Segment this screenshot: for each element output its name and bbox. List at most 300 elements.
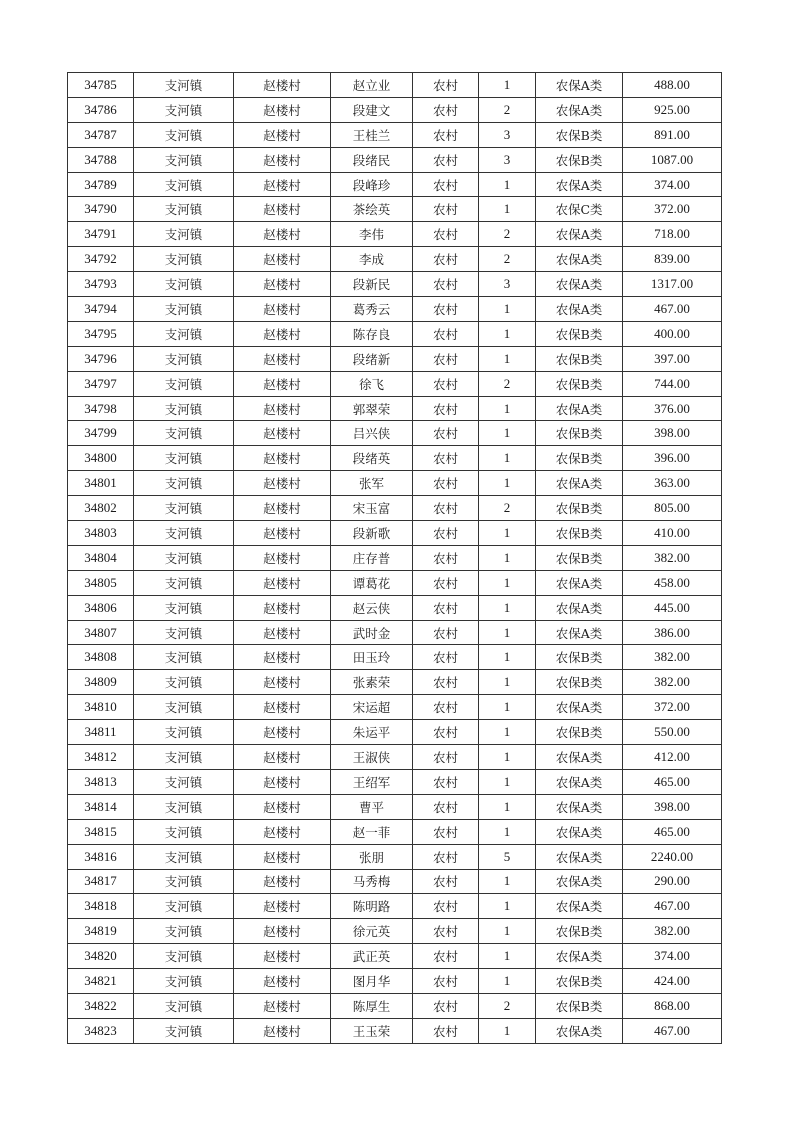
town-cell: 支河镇 bbox=[134, 172, 234, 197]
household-count-cell: 1 bbox=[479, 321, 536, 346]
name-cell: 王桂兰 bbox=[331, 122, 413, 147]
amount-cell: 2240.00 bbox=[623, 844, 722, 869]
insurance-category-cell: 农保A类 bbox=[536, 172, 623, 197]
row-id-cell: 34796 bbox=[68, 346, 134, 371]
household-count-cell: 1 bbox=[479, 944, 536, 969]
town-cell: 支河镇 bbox=[134, 421, 234, 446]
town-cell: 支河镇 bbox=[134, 670, 234, 695]
household-count-cell: 1 bbox=[479, 545, 536, 570]
row-id-cell: 34815 bbox=[68, 819, 134, 844]
row-id-cell: 34787 bbox=[68, 122, 134, 147]
table-row bbox=[68, 297, 722, 322]
area-type-cell: 农村 bbox=[413, 222, 479, 247]
insurance-category-cell: 农保B类 bbox=[536, 670, 623, 695]
area-type-cell: 农村 bbox=[413, 297, 479, 322]
town-cell: 支河镇 bbox=[134, 919, 234, 944]
insurance-category-cell: 农保B类 bbox=[536, 969, 623, 994]
household-count-cell: 1 bbox=[479, 595, 536, 620]
insurance-category-cell: 农保A类 bbox=[536, 1018, 623, 1043]
village-cell: 赵楼村 bbox=[234, 421, 331, 446]
area-type-cell: 农村 bbox=[413, 321, 479, 346]
area-type-cell: 农村 bbox=[413, 197, 479, 222]
area-type-cell: 农村 bbox=[413, 720, 479, 745]
row-id-cell: 34809 bbox=[68, 670, 134, 695]
row-id-cell: 34806 bbox=[68, 595, 134, 620]
table-row bbox=[68, 172, 722, 197]
row-id-cell: 34818 bbox=[68, 894, 134, 919]
name-cell: 茶绘英 bbox=[331, 197, 413, 222]
household-count-cell: 2 bbox=[479, 97, 536, 122]
household-count-cell: 1 bbox=[479, 521, 536, 546]
table-row bbox=[68, 97, 722, 122]
town-cell: 支河镇 bbox=[134, 944, 234, 969]
village-cell: 赵楼村 bbox=[234, 944, 331, 969]
area-type-cell: 农村 bbox=[413, 247, 479, 272]
insurance-category-cell: 农保A类 bbox=[536, 272, 623, 297]
household-count-cell: 2 bbox=[479, 993, 536, 1018]
household-count-cell: 1 bbox=[479, 869, 536, 894]
insurance-category-cell: 农保B类 bbox=[536, 421, 623, 446]
insurance-category-cell: 农保A类 bbox=[536, 595, 623, 620]
village-cell: 赵楼村 bbox=[234, 794, 331, 819]
town-cell: 支河镇 bbox=[134, 247, 234, 272]
village-cell: 赵楼村 bbox=[234, 297, 331, 322]
insurance-category-cell: 农保B类 bbox=[536, 122, 623, 147]
household-count-cell: 1 bbox=[479, 695, 536, 720]
name-cell: 段绪新 bbox=[331, 346, 413, 371]
household-count-cell: 1 bbox=[479, 620, 536, 645]
area-type-cell: 农村 bbox=[413, 570, 479, 595]
household-count-cell: 3 bbox=[479, 147, 536, 172]
town-cell: 支河镇 bbox=[134, 570, 234, 595]
household-count-cell: 1 bbox=[479, 745, 536, 770]
area-type-cell: 农村 bbox=[413, 421, 479, 446]
row-id-cell: 34807 bbox=[68, 620, 134, 645]
row-id-cell: 34820 bbox=[68, 944, 134, 969]
amount-cell: 372.00 bbox=[623, 197, 722, 222]
area-type-cell: 农村 bbox=[413, 446, 479, 471]
name-cell: 葛秀云 bbox=[331, 297, 413, 322]
village-cell: 赵楼村 bbox=[234, 595, 331, 620]
insurance-category-cell: 农保B类 bbox=[536, 993, 623, 1018]
household-count-cell: 1 bbox=[479, 645, 536, 670]
amount-cell: 363.00 bbox=[623, 471, 722, 496]
table-row bbox=[68, 894, 722, 919]
village-cell: 赵楼村 bbox=[234, 769, 331, 794]
area-type-cell: 农村 bbox=[413, 521, 479, 546]
household-count-cell: 1 bbox=[479, 769, 536, 794]
village-cell: 赵楼村 bbox=[234, 919, 331, 944]
village-cell: 赵楼村 bbox=[234, 446, 331, 471]
name-cell: 张朋 bbox=[331, 844, 413, 869]
village-cell: 赵楼村 bbox=[234, 371, 331, 396]
village-cell: 赵楼村 bbox=[234, 496, 331, 521]
village-cell: 赵楼村 bbox=[234, 471, 331, 496]
area-type-cell: 农村 bbox=[413, 819, 479, 844]
town-cell: 支河镇 bbox=[134, 745, 234, 770]
table-row bbox=[68, 521, 722, 546]
name-cell: 陈厚生 bbox=[331, 993, 413, 1018]
insurance-category-cell: 农保A类 bbox=[536, 695, 623, 720]
amount-cell: 410.00 bbox=[623, 521, 722, 546]
table-row bbox=[68, 944, 722, 969]
town-cell: 支河镇 bbox=[134, 521, 234, 546]
table-row bbox=[68, 844, 722, 869]
row-id-cell: 34801 bbox=[68, 471, 134, 496]
household-count-cell: 1 bbox=[479, 172, 536, 197]
table-row bbox=[68, 396, 722, 421]
amount-cell: 397.00 bbox=[623, 346, 722, 371]
area-type-cell: 农村 bbox=[413, 595, 479, 620]
row-id-cell: 34817 bbox=[68, 869, 134, 894]
amount-cell: 382.00 bbox=[623, 545, 722, 570]
village-cell: 赵楼村 bbox=[234, 197, 331, 222]
amount-cell: 445.00 bbox=[623, 595, 722, 620]
name-cell: 赵立业 bbox=[331, 73, 413, 98]
town-cell: 支河镇 bbox=[134, 346, 234, 371]
row-id-cell: 34798 bbox=[68, 396, 134, 421]
amount-cell: 839.00 bbox=[623, 247, 722, 272]
village-cell: 赵楼村 bbox=[234, 819, 331, 844]
area-type-cell: 农村 bbox=[413, 869, 479, 894]
village-cell: 赵楼村 bbox=[234, 73, 331, 98]
name-cell: 赵一菲 bbox=[331, 819, 413, 844]
village-cell: 赵楼村 bbox=[234, 122, 331, 147]
name-cell: 宋玉富 bbox=[331, 496, 413, 521]
amount-cell: 396.00 bbox=[623, 446, 722, 471]
area-type-cell: 农村 bbox=[413, 844, 479, 869]
row-id-cell: 34813 bbox=[68, 769, 134, 794]
name-cell: 王玉荣 bbox=[331, 1018, 413, 1043]
name-cell: 马秀梅 bbox=[331, 869, 413, 894]
table-row bbox=[68, 421, 722, 446]
insurance-category-cell: 农保A类 bbox=[536, 844, 623, 869]
area-type-cell: 农村 bbox=[413, 1018, 479, 1043]
town-cell: 支河镇 bbox=[134, 73, 234, 98]
village-cell: 赵楼村 bbox=[234, 570, 331, 595]
town-cell: 支河镇 bbox=[134, 720, 234, 745]
name-cell: 武时金 bbox=[331, 620, 413, 645]
area-type-cell: 农村 bbox=[413, 645, 479, 670]
row-id-cell: 34814 bbox=[68, 794, 134, 819]
amount-cell: 374.00 bbox=[623, 944, 722, 969]
area-type-cell: 农村 bbox=[413, 769, 479, 794]
data-table bbox=[67, 72, 722, 1044]
insurance-category-cell: 农保B类 bbox=[536, 545, 623, 570]
village-cell: 赵楼村 bbox=[234, 894, 331, 919]
insurance-category-cell: 农保A类 bbox=[536, 794, 623, 819]
name-cell: 段新民 bbox=[331, 272, 413, 297]
insurance-category-cell: 农保B类 bbox=[536, 346, 623, 371]
table-body bbox=[68, 73, 722, 1044]
row-id-cell: 34786 bbox=[68, 97, 134, 122]
area-type-cell: 农村 bbox=[413, 471, 479, 496]
amount-cell: 424.00 bbox=[623, 969, 722, 994]
village-cell: 赵楼村 bbox=[234, 545, 331, 570]
name-cell: 庄存普 bbox=[331, 545, 413, 570]
amount-cell: 386.00 bbox=[623, 620, 722, 645]
household-count-cell: 2 bbox=[479, 247, 536, 272]
household-count-cell: 1 bbox=[479, 670, 536, 695]
row-id-cell: 34812 bbox=[68, 745, 134, 770]
village-cell: 赵楼村 bbox=[234, 272, 331, 297]
insurance-category-cell: 农保A类 bbox=[536, 894, 623, 919]
table-row bbox=[68, 819, 722, 844]
table-row bbox=[68, 993, 722, 1018]
table-row bbox=[68, 496, 722, 521]
amount-cell: 382.00 bbox=[623, 645, 722, 670]
town-cell: 支河镇 bbox=[134, 894, 234, 919]
area-type-cell: 农村 bbox=[413, 496, 479, 521]
household-count-cell: 1 bbox=[479, 446, 536, 471]
amount-cell: 382.00 bbox=[623, 919, 722, 944]
household-count-cell: 1 bbox=[479, 894, 536, 919]
town-cell: 支河镇 bbox=[134, 869, 234, 894]
row-id-cell: 34819 bbox=[68, 919, 134, 944]
village-cell: 赵楼村 bbox=[234, 720, 331, 745]
name-cell: 宋运超 bbox=[331, 695, 413, 720]
amount-cell: 374.00 bbox=[623, 172, 722, 197]
town-cell: 支河镇 bbox=[134, 794, 234, 819]
amount-cell: 465.00 bbox=[623, 819, 722, 844]
table-row bbox=[68, 620, 722, 645]
town-cell: 支河镇 bbox=[134, 595, 234, 620]
village-cell: 赵楼村 bbox=[234, 670, 331, 695]
insurance-category-cell: 农保A类 bbox=[536, 769, 623, 794]
insurance-category-cell: 农保B类 bbox=[536, 521, 623, 546]
household-count-cell: 1 bbox=[479, 720, 536, 745]
insurance-category-cell: 农保C类 bbox=[536, 197, 623, 222]
row-id-cell: 34816 bbox=[68, 844, 134, 869]
row-id-cell: 34800 bbox=[68, 446, 134, 471]
table-row bbox=[68, 919, 722, 944]
name-cell: 张素荣 bbox=[331, 670, 413, 695]
area-type-cell: 农村 bbox=[413, 969, 479, 994]
village-cell: 赵楼村 bbox=[234, 969, 331, 994]
town-cell: 支河镇 bbox=[134, 371, 234, 396]
area-type-cell: 农村 bbox=[413, 670, 479, 695]
insurance-category-cell: 农保A类 bbox=[536, 944, 623, 969]
amount-cell: 805.00 bbox=[623, 496, 722, 521]
village-cell: 赵楼村 bbox=[234, 321, 331, 346]
village-cell: 赵楼村 bbox=[234, 645, 331, 670]
household-count-cell: 1 bbox=[479, 969, 536, 994]
household-count-cell: 1 bbox=[479, 297, 536, 322]
household-count-cell: 2 bbox=[479, 371, 536, 396]
town-cell: 支河镇 bbox=[134, 769, 234, 794]
town-cell: 支河镇 bbox=[134, 645, 234, 670]
row-id-cell: 34822 bbox=[68, 993, 134, 1018]
town-cell: 支河镇 bbox=[134, 297, 234, 322]
insurance-category-cell: 农保A类 bbox=[536, 745, 623, 770]
insurance-category-cell: 农保B类 bbox=[536, 919, 623, 944]
village-cell: 赵楼村 bbox=[234, 346, 331, 371]
area-type-cell: 农村 bbox=[413, 172, 479, 197]
name-cell: 陈存良 bbox=[331, 321, 413, 346]
amount-cell: 465.00 bbox=[623, 769, 722, 794]
household-count-cell: 5 bbox=[479, 844, 536, 869]
insurance-category-cell: 农保A类 bbox=[536, 247, 623, 272]
town-cell: 支河镇 bbox=[134, 620, 234, 645]
name-cell: 段峰珍 bbox=[331, 172, 413, 197]
row-id-cell: 34788 bbox=[68, 147, 134, 172]
village-cell: 赵楼村 bbox=[234, 993, 331, 1018]
village-cell: 赵楼村 bbox=[234, 222, 331, 247]
area-type-cell: 农村 bbox=[413, 745, 479, 770]
area-type-cell: 农村 bbox=[413, 919, 479, 944]
area-type-cell: 农村 bbox=[413, 147, 479, 172]
table-row bbox=[68, 247, 722, 272]
household-count-cell: 1 bbox=[479, 396, 536, 421]
name-cell: 徐飞 bbox=[331, 371, 413, 396]
name-cell: 朱运平 bbox=[331, 720, 413, 745]
name-cell: 陈明路 bbox=[331, 894, 413, 919]
town-cell: 支河镇 bbox=[134, 471, 234, 496]
insurance-category-cell: 农保A类 bbox=[536, 97, 623, 122]
household-count-cell: 2 bbox=[479, 222, 536, 247]
town-cell: 支河镇 bbox=[134, 969, 234, 994]
village-cell: 赵楼村 bbox=[234, 247, 331, 272]
area-type-cell: 农村 bbox=[413, 794, 479, 819]
table-row bbox=[68, 272, 722, 297]
name-cell: 李伟 bbox=[331, 222, 413, 247]
household-count-cell: 1 bbox=[479, 346, 536, 371]
table-row bbox=[68, 147, 722, 172]
town-cell: 支河镇 bbox=[134, 272, 234, 297]
name-cell: 曹平 bbox=[331, 794, 413, 819]
insurance-category-cell: 农保A类 bbox=[536, 570, 623, 595]
household-count-cell: 1 bbox=[479, 819, 536, 844]
amount-cell: 467.00 bbox=[623, 1018, 722, 1043]
table-row bbox=[68, 471, 722, 496]
town-cell: 支河镇 bbox=[134, 147, 234, 172]
amount-cell: 718.00 bbox=[623, 222, 722, 247]
area-type-cell: 农村 bbox=[413, 371, 479, 396]
area-type-cell: 农村 bbox=[413, 695, 479, 720]
table-row bbox=[68, 321, 722, 346]
row-id-cell: 34795 bbox=[68, 321, 134, 346]
amount-cell: 376.00 bbox=[623, 396, 722, 421]
area-type-cell: 农村 bbox=[413, 73, 479, 98]
town-cell: 支河镇 bbox=[134, 97, 234, 122]
row-id-cell: 34808 bbox=[68, 645, 134, 670]
town-cell: 支河镇 bbox=[134, 1018, 234, 1043]
household-count-cell: 3 bbox=[479, 272, 536, 297]
row-id-cell: 34805 bbox=[68, 570, 134, 595]
table-row bbox=[68, 595, 722, 620]
insurance-category-cell: 农保A类 bbox=[536, 396, 623, 421]
insurance-category-cell: 农保A类 bbox=[536, 869, 623, 894]
village-cell: 赵楼村 bbox=[234, 844, 331, 869]
table-row bbox=[68, 869, 722, 894]
amount-cell: 398.00 bbox=[623, 421, 722, 446]
amount-cell: 290.00 bbox=[623, 869, 722, 894]
household-count-cell: 3 bbox=[479, 122, 536, 147]
name-cell: 段新歌 bbox=[331, 521, 413, 546]
town-cell: 支河镇 bbox=[134, 496, 234, 521]
row-id-cell: 34823 bbox=[68, 1018, 134, 1043]
row-id-cell: 34811 bbox=[68, 720, 134, 745]
household-count-cell: 1 bbox=[479, 919, 536, 944]
insurance-category-cell: 农保A类 bbox=[536, 620, 623, 645]
amount-cell: 400.00 bbox=[623, 321, 722, 346]
village-cell: 赵楼村 bbox=[234, 1018, 331, 1043]
row-id-cell: 34803 bbox=[68, 521, 134, 546]
area-type-cell: 农村 bbox=[413, 993, 479, 1018]
name-cell: 田玉玲 bbox=[331, 645, 413, 670]
amount-cell: 1087.00 bbox=[623, 147, 722, 172]
row-id-cell: 34797 bbox=[68, 371, 134, 396]
village-cell: 赵楼村 bbox=[234, 869, 331, 894]
insurance-category-cell: 农保B类 bbox=[536, 147, 623, 172]
name-cell: 武正英 bbox=[331, 944, 413, 969]
area-type-cell: 农村 bbox=[413, 346, 479, 371]
village-cell: 赵楼村 bbox=[234, 745, 331, 770]
table-row bbox=[68, 222, 722, 247]
household-count-cell: 1 bbox=[479, 471, 536, 496]
town-cell: 支河镇 bbox=[134, 197, 234, 222]
village-cell: 赵楼村 bbox=[234, 396, 331, 421]
name-cell: 赵云侠 bbox=[331, 595, 413, 620]
town-cell: 支河镇 bbox=[134, 446, 234, 471]
household-count-cell: 1 bbox=[479, 197, 536, 222]
table-row bbox=[68, 371, 722, 396]
town-cell: 支河镇 bbox=[134, 122, 234, 147]
amount-cell: 467.00 bbox=[623, 894, 722, 919]
name-cell: 郭翠荣 bbox=[331, 396, 413, 421]
table-row bbox=[68, 73, 722, 98]
village-cell: 赵楼村 bbox=[234, 521, 331, 546]
amount-cell: 412.00 bbox=[623, 745, 722, 770]
town-cell: 支河镇 bbox=[134, 695, 234, 720]
insurance-category-cell: 农保A类 bbox=[536, 73, 623, 98]
table-row bbox=[68, 570, 722, 595]
area-type-cell: 农村 bbox=[413, 97, 479, 122]
table-row bbox=[68, 197, 722, 222]
row-id-cell: 34793 bbox=[68, 272, 134, 297]
name-cell: 段建文 bbox=[331, 97, 413, 122]
amount-cell: 868.00 bbox=[623, 993, 722, 1018]
amount-cell: 891.00 bbox=[623, 122, 722, 147]
table-row bbox=[68, 969, 722, 994]
name-cell: 徐元英 bbox=[331, 919, 413, 944]
town-cell: 支河镇 bbox=[134, 844, 234, 869]
row-id-cell: 34799 bbox=[68, 421, 134, 446]
table-row bbox=[68, 695, 722, 720]
household-count-cell: 1 bbox=[479, 421, 536, 446]
table-row bbox=[68, 769, 722, 794]
town-cell: 支河镇 bbox=[134, 222, 234, 247]
table-row bbox=[68, 346, 722, 371]
row-id-cell: 34791 bbox=[68, 222, 134, 247]
area-type-cell: 农村 bbox=[413, 944, 479, 969]
insurance-category-cell: 农保B类 bbox=[536, 496, 623, 521]
insurance-category-cell: 农保A类 bbox=[536, 819, 623, 844]
household-count-cell: 1 bbox=[479, 570, 536, 595]
table-row bbox=[68, 720, 722, 745]
name-cell: 王绍军 bbox=[331, 769, 413, 794]
table-row bbox=[68, 794, 722, 819]
row-id-cell: 34785 bbox=[68, 73, 134, 98]
name-cell: 王淑侠 bbox=[331, 745, 413, 770]
town-cell: 支河镇 bbox=[134, 396, 234, 421]
area-type-cell: 农村 bbox=[413, 620, 479, 645]
village-cell: 赵楼村 bbox=[234, 147, 331, 172]
amount-cell: 744.00 bbox=[623, 371, 722, 396]
table-row bbox=[68, 122, 722, 147]
table-row bbox=[68, 1018, 722, 1043]
insurance-category-cell: 农保B类 bbox=[536, 446, 623, 471]
